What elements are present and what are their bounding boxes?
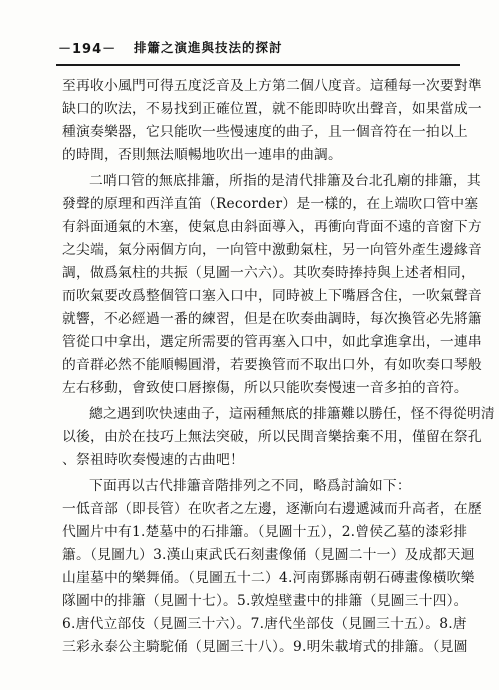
text-line: 二哨口管的無底排簫，所指的是清代排簫及台北孔廟的排簫，其 xyxy=(89,173,481,189)
text-line: 隊圖中的排簫（見圖十七）。5.敦煌壁畫中的排簫（見圖三十四）。 xyxy=(62,593,468,609)
text-line: 而吹氣要改爲整個管口塞入口中，同時被上下嘴唇含住，一吹氣聲音 xyxy=(62,288,482,304)
text-line: 的音群必然不能順暢圓滑，若要換管而不取出口外，有如吹奏口琴般 xyxy=(62,357,482,373)
text-line: 三彩永泰公主騎駝俑（見圖三十八）。9.明朱載堉式的排簫。（見圖 xyxy=(62,639,468,655)
page-number: －194－ xyxy=(58,42,117,57)
paragraph xyxy=(62,170,482,400)
text-line: 調，做爲氣柱的共振（見圖一六六）。其吹奏時捧持與上述者相同， xyxy=(62,265,476,281)
text-line: 一低音部（即長管）在吹者之左邊，逐漸向右邊遞減而升高者，在歷 xyxy=(62,501,482,517)
text-line: 總之遇到吹快速曲子，這兩種無底的排簫難以勝任，怪不得從明清 xyxy=(89,406,495,422)
text-line: 左右移動，會致使口唇擦傷，所以只能吹奏慢速一音多拍的音符。 xyxy=(62,380,468,396)
text-line: 管從口中拿出，選定所需要的管再塞入口中，如此拿進拿出，一連串 xyxy=(62,334,482,350)
text-line: 發聲的原理和西洋直笛（Recorder）是一樣的，在上端吹口管中塞 xyxy=(62,196,479,212)
text-line: 以後，由於在技巧上無法突破，所以民間音樂捨棄不用，僅留在祭孔 xyxy=(62,429,482,445)
paragraph xyxy=(62,403,495,472)
text-line: 種演奏樂器，它只能吹一些慢速度的曲子，且一個音符在一拍以上 xyxy=(62,124,468,140)
paragraph xyxy=(62,475,482,659)
header-rule xyxy=(56,64,460,66)
text-line: 有斜面通氣的木塞，使氣息由斜面導入，再衝向背面不遠的音窗下方 xyxy=(62,219,482,235)
text-line: 、祭祖時吹奏慢速的古曲吧！ xyxy=(62,452,244,468)
running-title: 排簫之演進與技法的探討 xyxy=(134,40,283,55)
text-line: 下面再以古代排簫音階排列之不同，略爲討論如下： xyxy=(89,478,411,494)
text-line: 簫。（見圖九）3.漢山東武氏石刻畫像俑（見圖二十一）及成都天迴 xyxy=(62,547,475,563)
page-header xyxy=(58,38,458,60)
text-line: 至再收小風門可得五度泛音及上方第二個八度音。這種每一次要對準 xyxy=(62,78,482,94)
text-line: 的時間，否則無法順暢地吹出一連串的曲調。 xyxy=(62,147,342,163)
paragraph xyxy=(62,75,482,167)
text-line: 代圖片中有1.楚墓中的石排簫。（見圖十五），2.曾侯乙墓的漆彩排 xyxy=(62,524,468,540)
text-line: 就響，不必經過一番的練習，但是在吹奏曲調時，每次換管必先將簫 xyxy=(62,311,482,327)
text-line: 之尖端，氣分兩個方向，一向管中激動氣柱，另一向管外產生邊緣音 xyxy=(62,242,482,258)
text-line: 6.唐代立部伎（見圖三十六）。7.唐代坐部伎（見圖三十五）。8.唐 xyxy=(62,616,467,632)
text-line: 缺口的吹法，不易找到正確位置，就不能即時吹出聲音，如果當成一 xyxy=(62,101,482,117)
text-line: 山崖墓中的樂舞俑。（見圖五十二）4.河南鄧縣南朝石磚畫像橫吹樂 xyxy=(62,570,475,586)
body-text xyxy=(62,75,495,659)
